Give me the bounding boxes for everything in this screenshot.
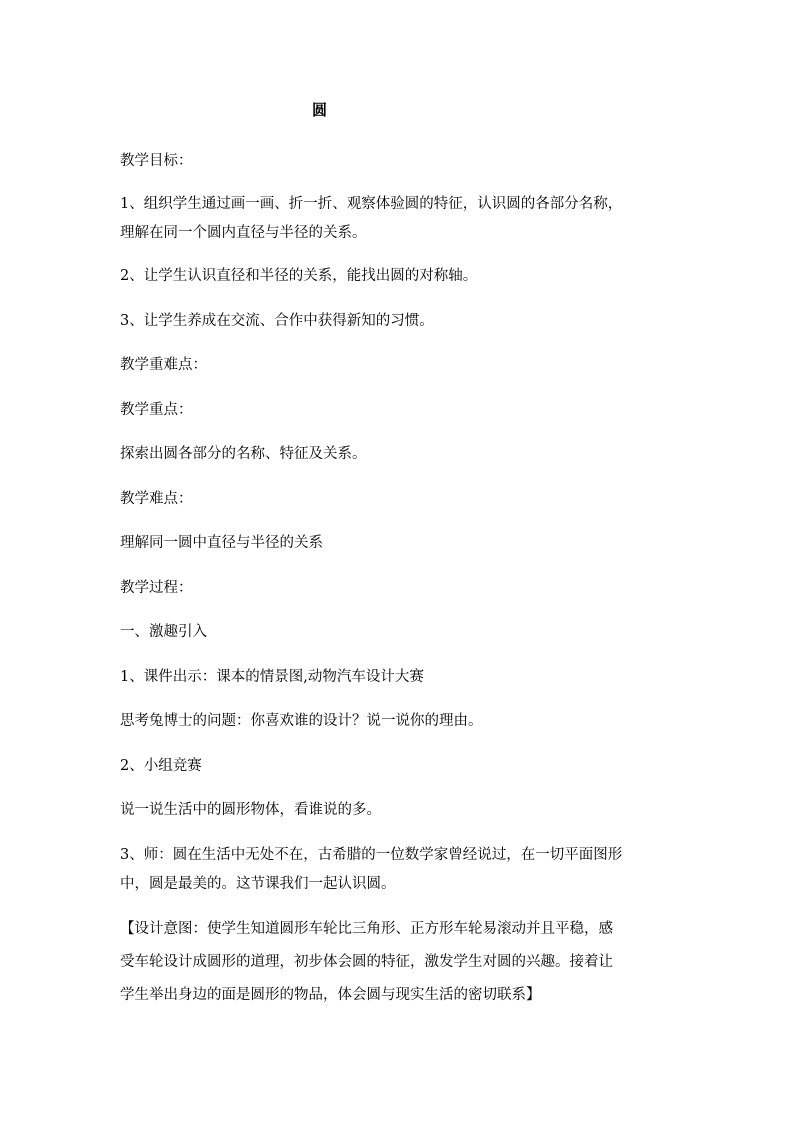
- difficult-points-text: 理解同一圆中直径与半径的关系: [120, 535, 323, 551]
- design-intent-paragraph: [120, 913, 680, 1012]
- step-1: 1、课件出示：课本的情景图,动物汽车设计大赛: [120, 669, 424, 685]
- objective-1-line-1: 1、组织学生通过画一画、折一折、观察体验圆的特征，认识圆的各部分名称，: [120, 196, 623, 212]
- design-intent-line-2: 受车轮设计成圆形的道理，初步体会圆的特征，激发学生对圆的兴趣。接着让: [120, 954, 613, 970]
- step-2-text: 说一说生活中的圆形物体，看谁说的多。: [120, 802, 381, 818]
- key-points-text: 探索出圆各部分的名称、特征及关系。: [120, 446, 367, 462]
- step-1-question: 思考兔博士的问题：你喜欢谁的设计？说一说你的理由。: [120, 713, 483, 729]
- heading-difficult-points: 教学难点：: [120, 491, 193, 507]
- design-intent-line-1: 【设计意图：使学生知道圆形车轮比三角形、正方形车轮易滚动并且平稳，感: [120, 921, 613, 937]
- step-3-line-2: 中，圆是最美的。这节课我们一起认识圆。: [120, 876, 396, 892]
- heading-key-and-difficult-points: 教学重难点：: [120, 357, 207, 373]
- objective-3: 3、让学生养成在交流、合作中获得新知的习惯。: [120, 313, 434, 329]
- section-1-heading: 一、激趣引入: [120, 624, 207, 640]
- heading-key-points: 教学重点：: [120, 402, 193, 418]
- step-3-line-1: 3、师：圆在生活中无处不在，古希腊的一位数学家曾经说过，在一切平面图形: [120, 847, 623, 863]
- heading-teaching-objectives: 教学目标：: [120, 153, 193, 169]
- step-2: 2、小组竞赛: [120, 758, 202, 774]
- heading-teaching-process: 教学过程：: [120, 580, 193, 596]
- objective-2: 2、让学生认识直径和半径的关系，能找出圆的对称轴。: [120, 268, 478, 284]
- document-title: 圆: [312, 101, 328, 119]
- design-intent-line-3: 学生举出身边的面是圆形的物品，体会圆与现实生活的密切联系】: [120, 987, 541, 1003]
- objective-1-line-2: 理解在同一个圆内直径与半径的关系。: [120, 225, 367, 241]
